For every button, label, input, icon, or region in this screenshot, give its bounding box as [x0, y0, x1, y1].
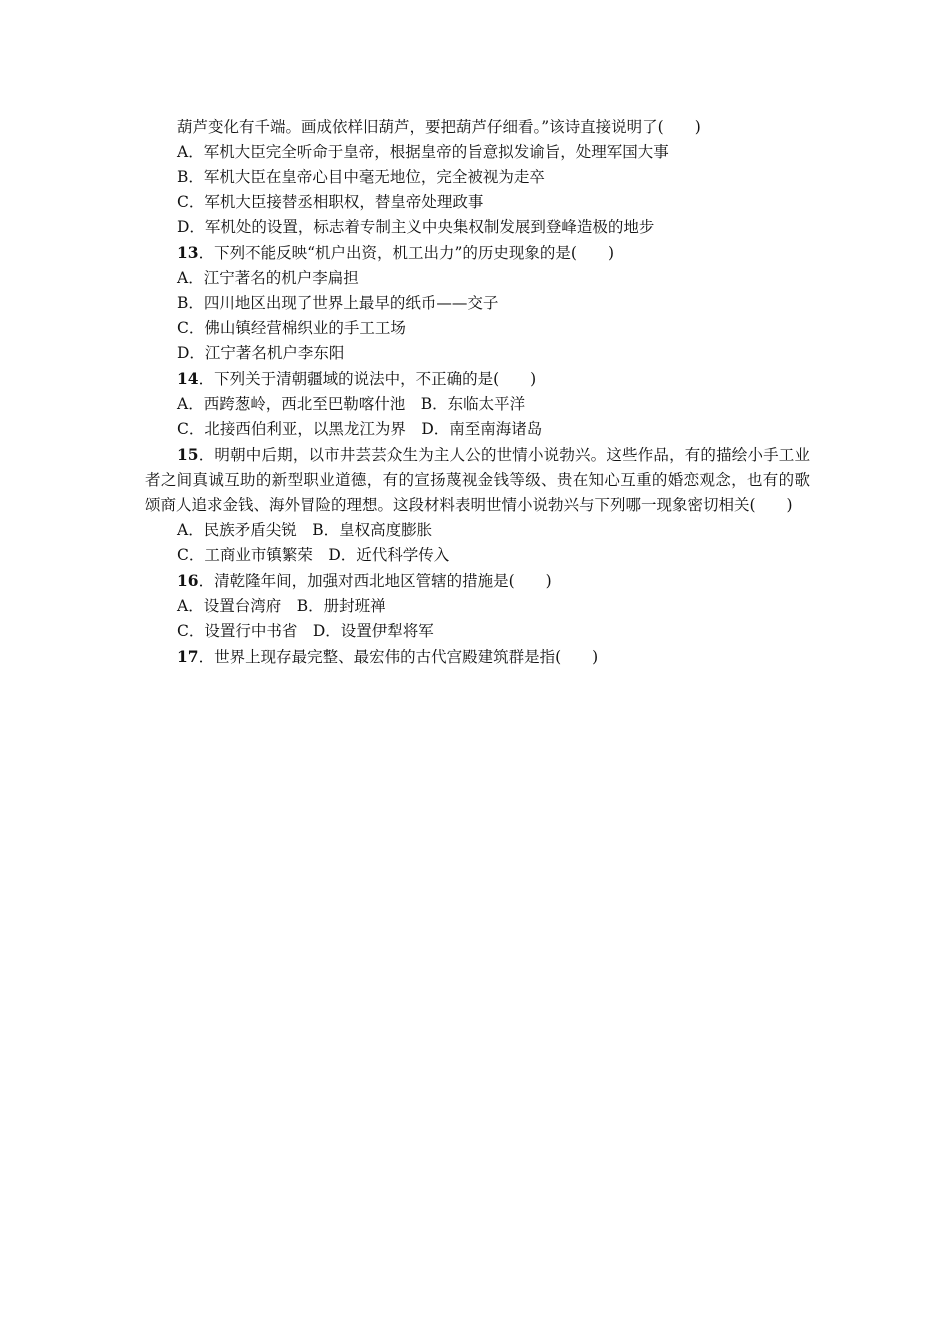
- question-12-option-d: D．军机处的设置，标志着专制主义中央集权制发展到登峰造极的地步: [177, 218, 655, 236]
- question-13-option-a: A．江宁著名的机户李扁担: [177, 269, 359, 287]
- question-17-stem: ．世界上现存最完整、最宏伟的古代宫殿建筑群是指( ): [198, 648, 599, 666]
- question-12-option-c: C．军机大臣接替丞相职权，替皇帝处理政事: [177, 193, 484, 211]
- question-14: [145, 366, 810, 442]
- question-17: [145, 644, 810, 670]
- question-14-stem-line: [145, 366, 810, 392]
- question-16: [145, 568, 810, 644]
- question-16-stem: ．清乾隆年间，加强对西北地区管辖的措施是( ): [198, 572, 552, 590]
- question-17-stem-line: [145, 644, 810, 670]
- question-15: [145, 442, 810, 568]
- question-17-number: 17: [177, 647, 199, 666]
- question-12: [145, 115, 810, 240]
- question-14-stem: ．下列关于清朝疆域的说法中，不正确的是( ): [198, 370, 537, 388]
- question-15-number: 15: [177, 445, 199, 464]
- question-15-options-cd: C．工商业市镇繁荣 D．近代科学传入: [177, 546, 450, 564]
- question-13-stem: ．下列不能反映“机户出资，机工出力”的历史现象的是( ): [198, 244, 615, 262]
- question-14-options-ab: A．西跨葱岭，西北至巴勒喀什池 B．东临太平洋: [177, 395, 526, 413]
- question-13-option-b: B．四川地区出现了世界上最早的纸币——交子: [177, 294, 499, 312]
- question-13-number: 13: [177, 243, 199, 262]
- question-16-options-cd: C．设置行中书省 D．设置伊犁将军: [177, 622, 434, 640]
- question-14-options-cd: C．北接西伯利亚，以黑龙江为界 D．南至南海诸岛: [177, 420, 543, 438]
- question-12-option-b: B．军机大臣在皇帝心目中毫无地位，完全被视为走卒: [177, 168, 545, 186]
- question-16-number: 16: [177, 571, 199, 590]
- question-list: [145, 115, 810, 670]
- question-12-stem-tail: 葫芦变化有千端。画成依样旧葫芦，要把葫芦仔细看。”该诗直接说明了( ): [177, 118, 701, 136]
- question-15-options-ab: A．民族矛盾尖锐 B．皇权高度膨胀: [177, 521, 433, 539]
- question-16-stem-line: [145, 568, 810, 594]
- question-15-stem-paragraph: [145, 442, 810, 518]
- question-14-number: 14: [177, 369, 199, 388]
- question-13-option-d: D．江宁著名机户李东阳: [177, 344, 345, 362]
- question-12-option-a: A．军机大臣完全听命于皇帝，根据皇帝的旨意拟发谕旨，处理军国大事: [177, 143, 669, 161]
- question-15-stem: ．明朝中后期，以市井芸芸众生为主人公的世情小说勃兴。这些作品，有的描绘小手工业者之间真诚互助的新型职业道德，有的宣扬蔑视金钱等级、贵在知心互重的婚恋观念，也有的歌颂商人追求金钱、海外冒险的理想。这段材料表明世情小说勃兴与下列哪一现象密切相关( ): [145, 446, 810, 514]
- question-13-option-c: C．佛山镇经营棉织业的手工工场: [177, 319, 406, 337]
- question-13: [145, 240, 810, 366]
- question-16-options-ab: A．设置台湾府 B．册封班禅: [177, 597, 386, 615]
- question-13-stem-line: [145, 240, 810, 266]
